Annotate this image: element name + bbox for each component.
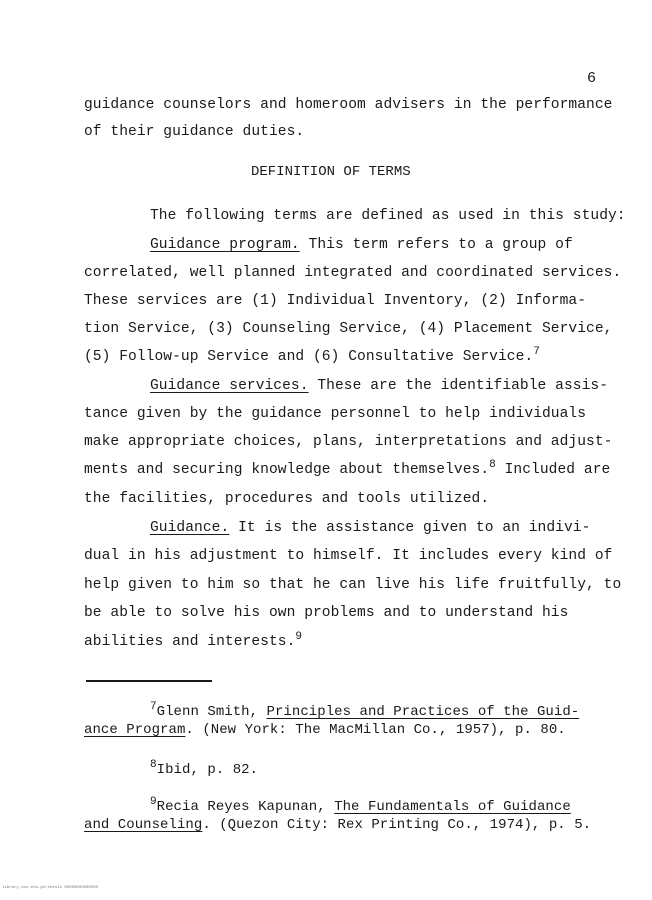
term-guidance-program-line-4: tion Service, (3) Counseling Service, (4) Placement Service, xyxy=(84,321,613,337)
footnote-source: . (New York: The MacMillan Co., 1957), p. 80. xyxy=(185,722,566,738)
page-number: 6 xyxy=(587,70,597,87)
term-text: abilities and interests. xyxy=(84,634,296,650)
term-guidance-line-3: help given to him so that he can live his life fruitfully, to xyxy=(84,577,622,593)
footnote-7-line-2 xyxy=(84,721,566,739)
footnote-8 xyxy=(150,761,258,779)
continued-paragraph-line-2: of their guidance duties. xyxy=(84,124,305,140)
footnote-9-line-1 xyxy=(150,798,571,816)
footnote-ref-9: 9 xyxy=(295,631,303,643)
term-text: It is the assistance given to an indivi- xyxy=(229,520,591,536)
term-label: Guidance program. xyxy=(150,237,300,253)
footnote-7-line-1 xyxy=(150,703,579,721)
footnote-9-line-2 xyxy=(84,816,591,834)
footnote-ref-8: 8 xyxy=(489,459,496,471)
section-heading: DEFINITION OF TERMS xyxy=(251,164,411,180)
scan-footer-text: library.ucc.edu.ph/thesis 00000000000000 xyxy=(2,886,99,890)
term-text: (5) Follow-up Service and (6) Consultative Service. xyxy=(84,349,534,365)
footnote-title: Principles and Practices of the Guid- xyxy=(266,704,580,720)
footnote-title: and Counseling xyxy=(84,817,203,833)
term-label: Guidance. xyxy=(150,520,230,536)
term-guidance-line-5 xyxy=(84,633,302,651)
term-guidance-program-line-3: These services are (1) Individual Inventory, (2) Informa- xyxy=(84,293,587,309)
footnote-mark: 8 xyxy=(150,759,157,771)
footnote-text: Ibid, p. 82. xyxy=(156,762,259,778)
term-guidance xyxy=(150,519,590,537)
definitions-intro: The following terms are defined as used in this study: xyxy=(150,208,626,224)
term-text: This term refers to a group of xyxy=(299,237,573,253)
term-guidance-services-line-5: the facilities, procedures and tools utilized. xyxy=(84,491,490,507)
footnote-source: . (Quezon City: Rex Printing Co., 1974), p. 5. xyxy=(202,817,592,833)
term-guidance-services xyxy=(150,377,608,395)
footnote-divider xyxy=(86,680,212,682)
term-guidance-line-4: be able to solve his own problems and to understand his xyxy=(84,605,569,621)
term-text: ments and securing knowledge about themselves. xyxy=(84,462,490,478)
term-guidance-services-line-2: tance given by the guidance personnel to help individuals xyxy=(84,406,587,422)
term-guidance-program-line-5 xyxy=(84,348,540,366)
term-guidance-program xyxy=(150,236,573,254)
term-text: Included are xyxy=(495,462,611,478)
term-guidance-services-line-4 xyxy=(84,461,610,479)
term-guidance-line-2: dual in his adjustment to himself. It includes every kind of xyxy=(84,548,613,564)
footnote-author: Glenn Smith, xyxy=(156,704,267,720)
term-text: These are the identifiable assis- xyxy=(308,378,609,394)
footnote-mark: 9 xyxy=(150,796,157,808)
footnote-author: Recia Reyes Kapunan, xyxy=(156,799,335,815)
footnote-title: ance Program xyxy=(84,722,186,738)
footnote-mark: 7 xyxy=(150,701,157,713)
footnote-ref-7: 7 xyxy=(533,346,540,358)
term-guidance-services-line-3: make appropriate choices, plans, interpretations and adjust- xyxy=(84,434,613,450)
term-label: Guidance services. xyxy=(150,378,309,394)
continued-paragraph-line-1: guidance counselors and homeroom advisers in the performance xyxy=(84,97,613,113)
footnote-title: The Fundamentals of Guidance xyxy=(334,799,571,815)
term-guidance-program-line-2: correlated, well planned integrated and coordinated services. xyxy=(84,265,622,281)
